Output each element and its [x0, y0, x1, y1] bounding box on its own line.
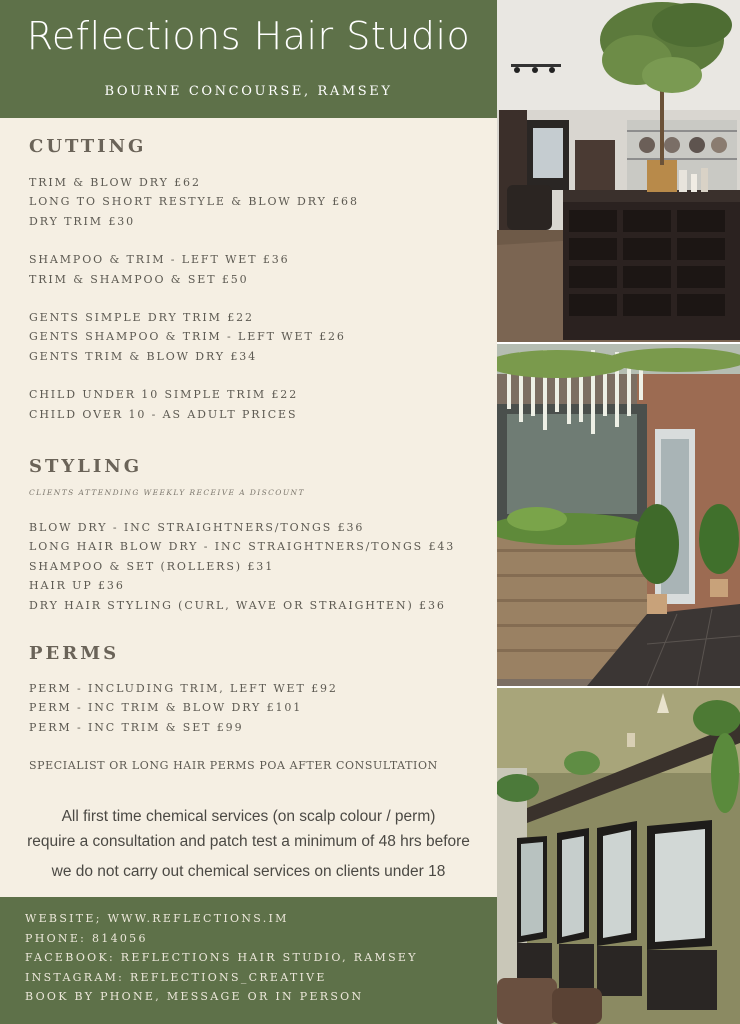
price-item: BLOW DRY - INC STRAIGHTNERS/TONGS £36 — [29, 521, 365, 534]
price-item: PERM - INCLUDING TRIM, LEFT WET £92 — [29, 682, 338, 695]
phone-line[interactable]: PHONE: 814056 — [25, 931, 148, 945]
price-item: LONG HAIR BLOW DRY - INC STRAIGHTNERS/TONGS £43 — [29, 540, 456, 554]
price-item: CHILD OVER 10 - AS ADULT PRICES — [29, 407, 298, 421]
price-item: DRY TRIM £30 — [29, 214, 136, 228]
price-item: GENTS TRIM & BLOW DRY £34 — [29, 349, 258, 363]
studio-title: Reflections Hair Studio — [26, 14, 471, 58]
price-item: SHAMPOO & TRIM - LEFT WET £36 — [29, 253, 290, 267]
instagram-line[interactable]: INSTAGRAM: REFLECTIONS_CREATIVE — [25, 970, 327, 984]
notice-line: All first time chemical services (on scalp colour / perm) — [61, 808, 436, 825]
price-item: PERM - INC TRIM & BLOW DRY £101 — [29, 701, 303, 715]
price-item: HAIR UP £36 — [29, 579, 125, 593]
price-item: LONG TO SHORT RESTYLE & BLOW DRY £68 — [29, 195, 359, 209]
specialist-perms-note: SPECIALIST OR LONG HAIR PERMS POA AFTER CONSULTATION — [29, 759, 438, 773]
styling-list — [29, 518, 455, 615]
facebook-line[interactable]: FACEBOOK: REFLECTIONS HAIR STUDIO, RAMSEY — [25, 951, 418, 964]
chemical-services-notice — [0, 804, 497, 884]
header-banner — [0, 0, 497, 118]
perms-list — [29, 679, 438, 776]
styling-discount-note: CLIENTS ATTENDING WEEKLY RECEIVE A DISCOUNT — [29, 488, 305, 497]
cutting-title: CUTTING — [29, 136, 147, 157]
price-item: DRY HAIR STYLING (CURL, WAVE OR STRAIGHTEN) £36 — [29, 598, 446, 612]
price-item: PERM - INC TRIM & SET £99 — [29, 720, 244, 734]
price-item: CHILD UNDER 10 SIMPLE TRIM £22 — [29, 388, 299, 402]
price-item: GENTS SHAMPOO & TRIM - LEFT WET £26 — [29, 330, 346, 344]
perms-title: PERMS — [29, 643, 120, 664]
price-item: SHAMPOO & SET (ROLLERS) £31 — [29, 559, 275, 573]
styling-stations-photo — [497, 688, 740, 1024]
salon-interior-photo — [497, 0, 740, 342]
notice-line: require a consultation and patch test a minimum of 48 hrs before — [27, 833, 470, 850]
contact-footer — [0, 897, 497, 1024]
notice-line: we do not carry out chemical services on clients under 18 — [51, 863, 446, 880]
cutting-list — [29, 173, 359, 424]
price-item: TRIM & BLOW DRY £62 — [29, 176, 201, 189]
price-item: TRIM & SHAMPOO & SET £50 — [29, 272, 249, 286]
booking-line: BOOK BY PHONE, MESSAGE OR IN PERSON — [25, 990, 364, 1003]
website-line[interactable]: WEBSITE; WWW.REFLECTIONS.IM — [25, 912, 289, 925]
studio-location: BOURNE CONCOURSE, RAMSEY — [104, 84, 393, 99]
salon-photo-column — [497, 0, 740, 1024]
styling-title: STYLING — [29, 456, 143, 477]
salon-exterior-photo — [497, 344, 740, 686]
price-item: GENTS SIMPLE DRY TRIM £22 — [29, 310, 254, 324]
